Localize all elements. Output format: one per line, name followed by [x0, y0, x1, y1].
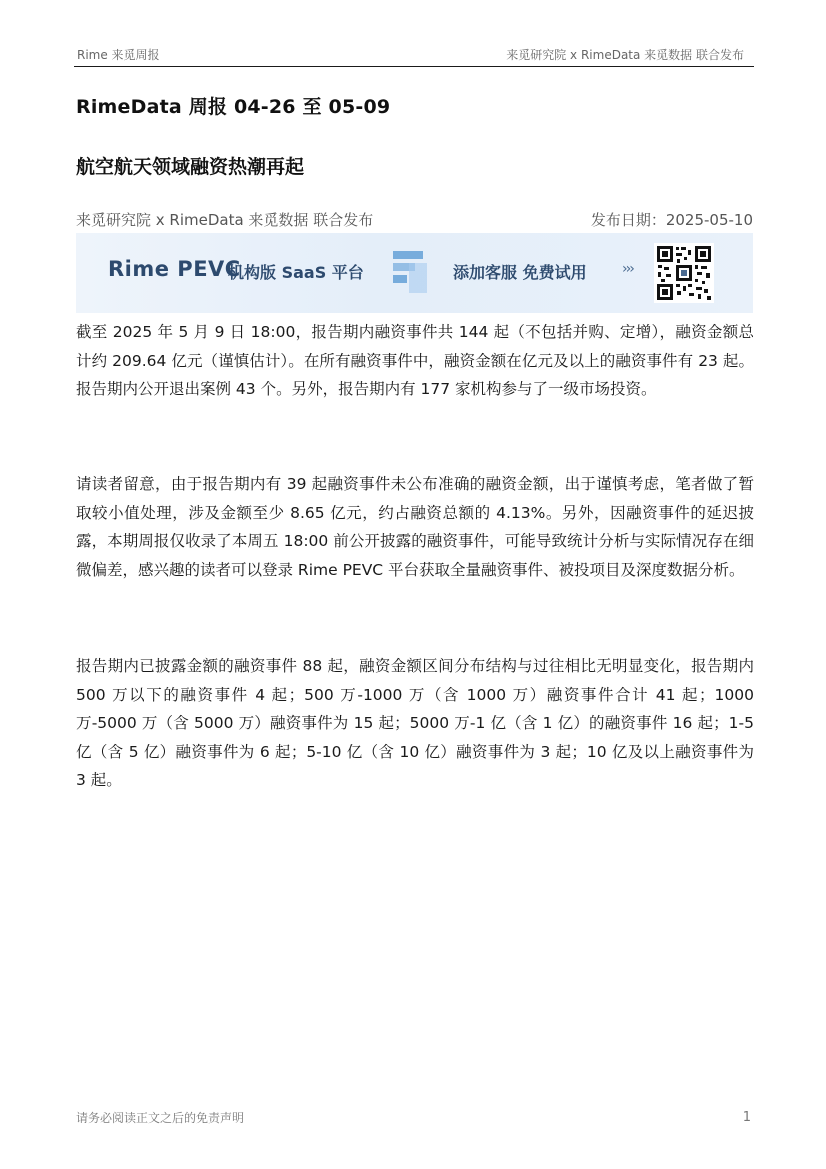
chevron-right-icon: ››› [622, 261, 633, 277]
footer-disclaimer: 请务必阅读正文之后的免责声明 [76, 1111, 245, 1125]
page-number: 1 [742, 1110, 751, 1125]
banner-brand: Rime PEVC [108, 257, 241, 281]
header-divider [74, 66, 754, 67]
report-subtitle: 航空航天领域融资热潮再起 [76, 156, 305, 178]
running-header-left: Rime 来觅周报 [77, 48, 160, 62]
banner-brand-sub: 机构版 SaaS 平台 [228, 263, 364, 282]
promo-banner[interactable] [76, 233, 753, 313]
banner-cta: 添加客服 免费试用 [453, 263, 587, 282]
paragraph-note: 请读者留意，由于报告期内有 39 起融资事件未公布准确的融资金额，出于谨慎考虑，笔者做了暂取较小值处理，涉及金额至少 8.65 亿元，约占融资总额的 4.13%。另外，因融资事件的延迟披露，本期周报仅收录了本周五 18:00 前公开披露的融资事件，可能导致统计分析与实际情况存在细微偏差，感兴趣的读者可以登录 Rime PEVC 平台获取全量融资事件、被投项目及深度数据分析。 [76, 475, 754, 579]
rime-logo-icon [391, 249, 431, 297]
paragraph-summary: 截至 2025 年 5 月 9 日 18:00，报告期内融资事件共 144 起（不包括并购、定增），融资金额总计约 209.64 亿元（谨慎估计）。在所有融资事件中，融资金额在亿元及以上的融资事件有 23 起。报告期内公开退出案例 43 个。另外，报告期内有 177 家机构参与了一级市场投资。 [76, 323, 754, 398]
qr-code-icon [654, 243, 714, 303]
publisher-line: 来觅研究院 x RimeData 来觅数据 联合发布 [76, 211, 374, 229]
report-title: RimeData 周报 04-26 至 05-09 [76, 96, 391, 118]
running-header-right: 来觅研究院 x RimeData 来觅数据 联合发布 [506, 48, 744, 62]
publish-date: 发布日期：2025-05-10 [590, 211, 753, 229]
paragraph-distribution: 报告期内已披露金额的融资事件 88 起，融资金额区间分布结构与过往相比无明显变化，报告期内 500 万以下的融资事件 4 起；500 万-1000 万（含 1000 万）融资事件合计 41 起；1000 万-5000 万（含 5000 万）融资事件为 15 起；5000 万-1 亿（含 1 亿）的融资事件 16 起；1-5 亿（含 5 亿）融资事件为 6 起；5-10 亿（含 10 亿）融资事件为 3 起；10 亿及以上融资事件为 3 起。 [76, 657, 754, 789]
